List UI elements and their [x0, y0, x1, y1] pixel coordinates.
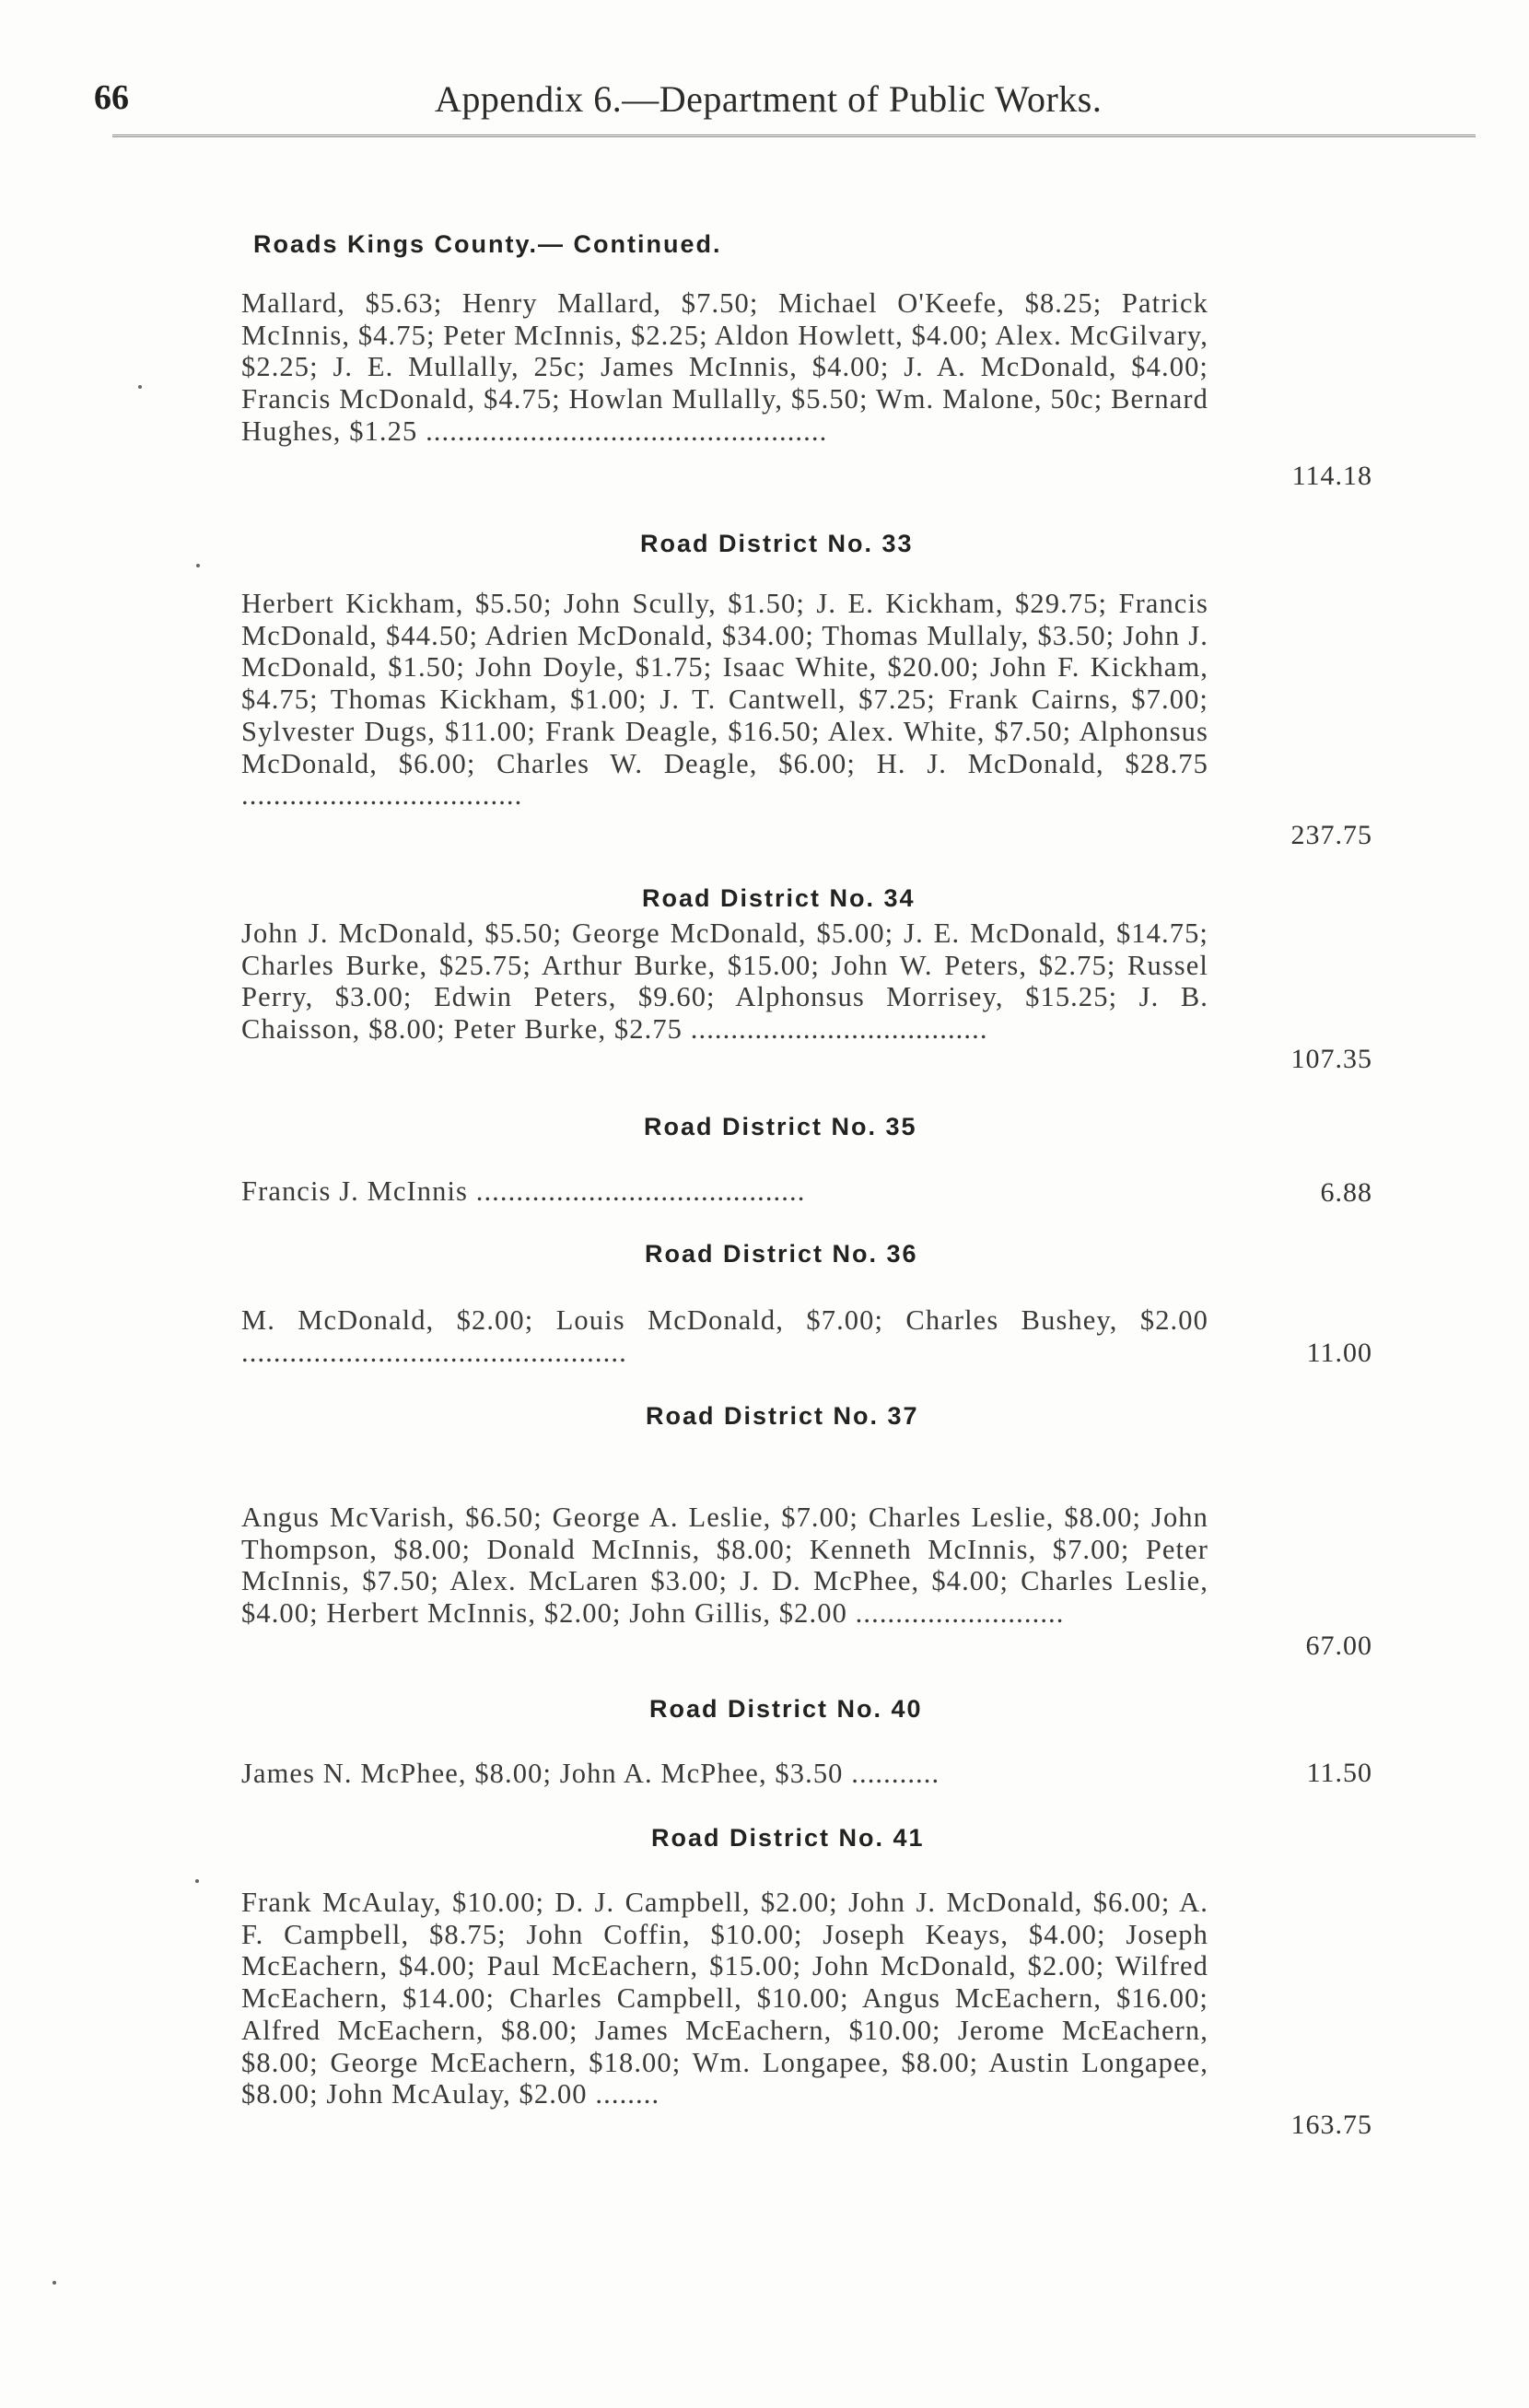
section-total: 114.18 — [1291, 461, 1372, 491]
entry-text: James N. McPhee, $8.00; John A. McPhee, $3.50 — [241, 1758, 844, 1789]
running-title: Appendix 6.—Department of Public Works. — [435, 78, 1103, 120]
entry-text: Francis J. McInnis — [241, 1175, 468, 1207]
section-total: 107.35 — [1290, 1044, 1372, 1074]
section-heading: Road District No. 35 — [644, 1113, 917, 1140]
section-entry-text — [241, 1304, 1208, 1368]
section-entry-text — [241, 1887, 1208, 2110]
dot-leader: ..................................... — [683, 1013, 988, 1046]
dot-leader: ........ — [587, 2078, 660, 2110]
section-heading: Road District No. 33 — [640, 530, 914, 557]
section-entry-text — [241, 1502, 1208, 1630]
dot-leader: ......................................... — [468, 1175, 806, 1207]
dot-leader: ................................... — [241, 779, 523, 812]
section-entry-text — [241, 588, 1208, 812]
entry-text: Frank McAulay, $10.00; D. J. Campbell, $2.00; John J. McDonald, $6.00; A. F. Campbell, $8.75; John Coffin, $10.00; Joseph Keays, $4.00; Joseph McEachern, $4.00; Paul McEachern, $15.00; John McDonald, $2.00; Wilfred McEachern, $14.00; Charles Campbell, $10.00; Angus McEachern, $16.00; Alfred McEachern, $8.00; James McEachern, $10.00; Jerome McEachern, $8.00; George McEachern, $18.00; Wm. Longapee, $8.00; Austin Longapee, $8.00; John McAulay, $2.00 — [241, 1887, 1208, 2110]
section-heading: Road District No. 36 — [645, 1240, 918, 1268]
scan-speck — [138, 385, 142, 389]
dot-leader: ........... — [843, 1758, 940, 1789]
scan-speck — [53, 2281, 56, 2285]
section-total: 163.75 — [1290, 2110, 1372, 2140]
entry-text: Herbert Kickham, $5.50; John Scully, $1.50; J. E. Kickham, $29.75; Francis McDonald, $44.50; Adrien McDonald, $34.00; Thomas Mullaly, $3.50; John J. McDonald, $1.50; John Doyle, $1.75; Isaac White, $20.00; John F. Kickham, $4.75; Thomas Kickham, $1.00; J. T. Cantwell, $7.25; Frank Cairns, $7.00; Sylvester Dugs, $11.00; Frank Deagle, $16.50; Alex. White, $7.50; Alphonsus McDonald, $6.00; Charles W. Deagle, $6.00; H. J. McDonald, $28.75 — [241, 588, 1208, 779]
section-entry-text — [241, 287, 1208, 448]
page-header — [94, 74, 1485, 129]
section-heading: Road District No. 40 — [649, 1695, 923, 1723]
section-heading: Road District No. 41 — [651, 1824, 925, 1852]
page-number: 66 — [94, 78, 129, 117]
section-total: 6.88 — [1320, 1177, 1372, 1208]
dot-leader: ................................................ — [241, 1336, 627, 1368]
entry-text: Mallard, $5.63; Henry Mallard, $7.50; Michael O'Keefe, $8.25; Patrick McInnis, $4.75; Peter McInnis, $2.25; Aldon Howlett, $4.00; Alex. McGilvary, $2.25; J. E. Mullally, 25c; James McInnis, $4.00; J. A. McDonald, $4.00; Francis McDonald, $4.75; Howlan Mullally, $5.50; Wm. Malone, 50c; Bernard Hughes, $1.25 — [241, 287, 1208, 447]
scan-speck — [196, 564, 200, 567]
section-entry-text — [241, 1175, 1208, 1208]
header-rule — [112, 134, 1476, 137]
entry-text: Angus McVarish, $6.50; George A. Leslie, $7.00; Charles Leslie, $8.00; John Thompson, $8.00; Donald McInnis, $8.00; Kenneth McInnis, $7.00; Peter McInnis, $7.50; Alex. McLaren $3.00; J. D. McPhee, $4.00; Charles Leslie, $4.00; Herbert McInnis, $2.00; John Gillis, $2.00 — [241, 1502, 1208, 1630]
section-total: 11.00 — [1306, 1338, 1372, 1368]
section-entry-text — [241, 918, 1208, 1046]
section-heading: Roads Kings County.— Continued. — [253, 230, 722, 258]
section-total: 67.00 — [1305, 1631, 1372, 1661]
entry-text: M. McDonald, $2.00; Louis McDonald, $7.00; Charles Bushey, $2.00 — [241, 1304, 1208, 1336]
section-entry-text — [241, 1758, 1208, 1790]
scan-speck — [195, 1879, 199, 1883]
dot-leader: .................................................. — [417, 415, 828, 447]
section-heading: Road District No. 34 — [642, 884, 916, 912]
section-heading: Road District No. 37 — [646, 1402, 919, 1430]
dot-leader: .......................... — [846, 1597, 1065, 1630]
entry-text: John J. McDonald, $5.50; George McDonald, $5.00; J. E. McDonald, $14.75; Charles Burke, $25.75; Arthur Burke, $15.00; John W. Peters, $2.75; Russel Perry, $3.00; Edwin Peters, $9.60; Alphonsus Morrisey, $15.25; J. B. Chaisson, $8.00; Peter Burke, $2.75 — [241, 918, 1208, 1046]
section-total: 237.75 — [1290, 820, 1372, 850]
section-total: 11.50 — [1306, 1758, 1372, 1788]
